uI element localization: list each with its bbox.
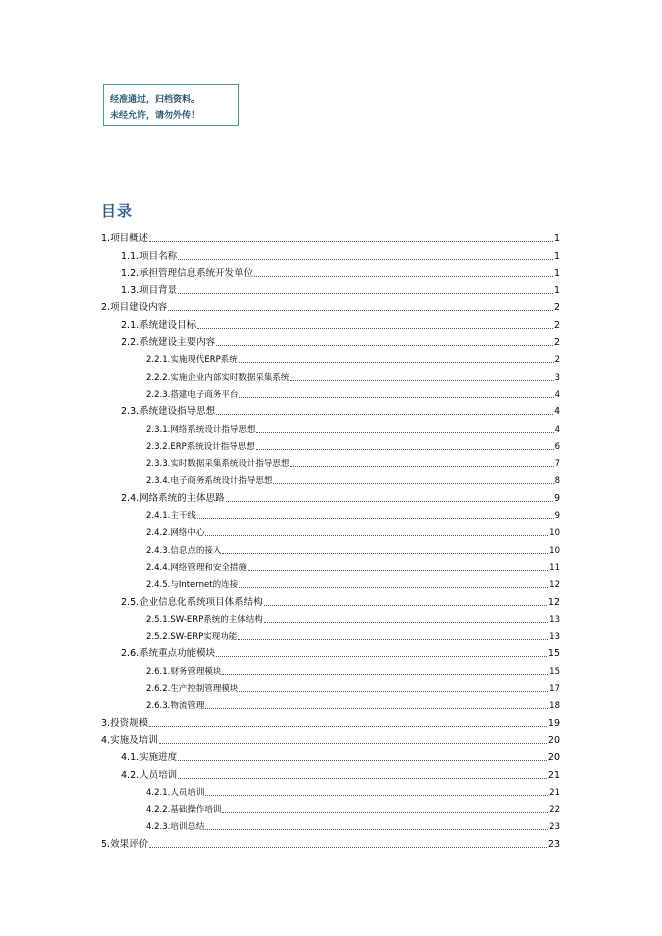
toc-entry[interactable] <box>101 833 560 850</box>
toc-leader-dots <box>226 500 553 502</box>
toc-entry-label: 2.3.1.网络系统设计指导思想 <box>146 424 256 435</box>
toc-entry-page: 17 <box>549 684 560 695</box>
toc-entry[interactable] <box>101 401 560 418</box>
toc-entry[interactable] <box>101 505 560 522</box>
toc-entry-label: 2.5.2.SW-ERP实现功能 <box>146 632 238 643</box>
toc-leader-dots <box>178 292 553 294</box>
toc-entry-page: 21 <box>549 787 560 798</box>
toc-entry[interactable] <box>101 522 560 539</box>
toc-leader-dots <box>205 534 548 536</box>
toc-entry[interactable] <box>101 332 560 349</box>
toc-leader-dots <box>216 413 553 415</box>
toc-entry-label: 4.2.人员培训 <box>121 769 178 781</box>
toc-entry-label: 2.3.3.实时数据采集系统设计指导思想 <box>146 459 290 470</box>
toc-entry-page: 20 <box>547 734 560 746</box>
toc-leader-dots <box>248 569 548 571</box>
toc-entry-page: 9 <box>553 492 560 504</box>
toc-entry[interactable] <box>101 297 560 314</box>
toc-entry-page: 19 <box>547 717 560 729</box>
toc-entry-page: 12 <box>547 596 560 608</box>
toc-leader-dots <box>222 552 548 554</box>
toc-entry-page: 21 <box>547 769 560 781</box>
toc-entry[interactable] <box>101 695 560 712</box>
toc-entry-label: 4.实施及培训 <box>101 734 158 746</box>
toc-entry[interactable] <box>101 660 560 677</box>
toc-leader-dots <box>178 759 547 761</box>
toc-entry-label: 2.2.3.搭建电子商务平台 <box>146 389 239 400</box>
toc-entry-label: 2.3.2.ERP系统设计指导思想 <box>146 441 255 452</box>
toc-leader-dots <box>256 448 554 450</box>
toc-entry-label: 2.2.1.实施现代ERP系统 <box>146 355 238 366</box>
toc-leader-dots <box>149 846 547 848</box>
toc-entry-label: 2.项目建设内容 <box>101 302 168 314</box>
toc-leader-dots <box>178 258 553 260</box>
toc-entry-label: 2.6.3.物流管理 <box>146 701 205 712</box>
toc-entry[interactable] <box>101 557 560 574</box>
toc-entry-page: 23 <box>549 822 560 833</box>
toc-entry[interactable] <box>101 228 560 245</box>
toc-leader-dots <box>239 690 548 692</box>
toc-leader-dots <box>197 517 554 519</box>
toc-entry-page: 12 <box>549 580 560 591</box>
toc-entry-label: 2.3.4.电子商务系统设计指导思想 <box>146 476 273 487</box>
toc-entry-label: 4.1.实施进度 <box>121 752 178 764</box>
toc-leader-dots <box>222 811 548 813</box>
toc-entry-label: 2.4.4.网络管理和安全措施 <box>146 562 247 573</box>
toc-entry[interactable] <box>101 626 560 643</box>
toc-entry-label: 4.2.1.人员培训 <box>146 787 205 798</box>
toc-entry[interactable] <box>101 591 560 608</box>
toc-entry-page: 13 <box>549 614 560 625</box>
toc-entry-label: 5.效果评价 <box>101 838 149 850</box>
toc-entry-label: 1.1.项目名称 <box>121 250 178 262</box>
toc-entry-page: 1 <box>553 250 560 262</box>
toc-entry-label: 2.6.系统重点功能模块 <box>121 648 216 660</box>
toc-leader-dots <box>149 240 553 242</box>
toc-entry[interactable] <box>101 245 560 262</box>
toc-entry[interactable] <box>101 539 560 556</box>
toc-entry-label: 4.2.3.培训总结 <box>146 822 205 833</box>
toc-leader-dots <box>205 707 548 709</box>
table-of-contents <box>101 228 560 851</box>
toc-entry[interactable] <box>101 730 560 747</box>
toc-entry-page: 10 <box>549 545 560 556</box>
toc-entry-page: 11 <box>549 562 560 573</box>
toc-entry[interactable] <box>101 678 560 695</box>
toc-leader-dots <box>290 465 553 467</box>
toc-leader-dots <box>273 482 553 484</box>
toc-entry-page: 23 <box>547 838 560 850</box>
toc-entry-page: 4 <box>554 389 560 400</box>
toc-entry[interactable] <box>101 314 560 331</box>
toc-entry-label: 2.4.1.主干线 <box>146 511 196 522</box>
toc-entry-page: 1 <box>553 267 560 279</box>
toc-leader-dots <box>205 794 548 796</box>
toc-entry-label: 2.5.企业信息化系统项目体系结构 <box>121 596 263 608</box>
toc-entry[interactable] <box>101 349 560 366</box>
toc-entry[interactable] <box>101 782 560 799</box>
toc-leader-dots <box>239 361 554 363</box>
toc-entry-page: 8 <box>554 476 560 487</box>
toc-entry-page: 22 <box>549 805 560 816</box>
toc-leader-dots <box>159 742 547 744</box>
toc-entry-label: 2.5.1.SW-ERP系统的主体结构 <box>146 614 263 625</box>
toc-entry[interactable] <box>101 263 560 280</box>
toc-leader-dots <box>238 638 548 640</box>
toc-leader-dots <box>205 828 548 830</box>
toc-leader-dots <box>264 621 548 623</box>
toc-leader-dots <box>178 777 547 779</box>
toc-entry-page: 18 <box>549 701 560 712</box>
toc-entry-page: 2 <box>553 319 560 331</box>
toc-entry[interactable] <box>101 436 560 453</box>
toc-entry-page: 13 <box>549 632 560 643</box>
notice-line-1: 经准通过，归档资料。 <box>110 95 201 105</box>
toc-entry-label: 1.3.项目背景 <box>121 285 178 297</box>
toc-entry-page: 4 <box>553 406 560 418</box>
toc-leader-dots <box>197 327 553 329</box>
toc-entry-page: 1 <box>553 233 560 245</box>
toc-entry-label: 2.4.网络系统的主体思路 <box>121 492 225 504</box>
toc-entry-label: 1.项目概述 <box>101 233 149 245</box>
toc-entry[interactable] <box>101 453 560 470</box>
toc-entry-page: 4 <box>554 424 560 435</box>
toc-entry-label: 1.2.承担管理信息系统开发单位 <box>121 267 254 279</box>
toc-title: 目录 <box>101 202 134 220</box>
toc-entry-page: 20 <box>547 752 560 764</box>
toc-entry[interactable] <box>101 712 560 729</box>
toc-entry[interactable] <box>101 418 560 435</box>
toc-entry-page: 2 <box>554 355 560 366</box>
toc-entry-page: 3 <box>554 372 560 383</box>
toc-entry-label: 2.3.系统建设指导思想 <box>121 406 216 418</box>
toc-leader-dots <box>216 655 547 657</box>
toc-entry-page: 1 <box>553 285 560 297</box>
toc-entry-page: 2 <box>553 337 560 349</box>
toc-leader-dots <box>239 586 548 588</box>
toc-entry-label: 2.4.5.与Internet的连接 <box>146 580 239 591</box>
toc-entry[interactable] <box>101 384 560 401</box>
toc-entry-page: 9 <box>554 511 560 522</box>
toc-leader-dots <box>256 431 553 433</box>
toc-entry-label: 2.1.系统建设目标 <box>121 319 197 331</box>
toc-entry[interactable] <box>101 366 560 383</box>
toc-entry[interactable] <box>101 643 560 660</box>
toc-entry[interactable] <box>101 574 560 591</box>
toc-entry[interactable] <box>101 799 560 816</box>
toc-entry-label: 3.投资规模 <box>101 717 149 729</box>
toc-entry-label: 2.4.2.网络中心 <box>146 528 205 539</box>
toc-entry[interactable] <box>101 816 560 833</box>
toc-leader-dots <box>290 379 553 381</box>
toc-entry-label: 2.6.2.生产控制管理模块 <box>146 684 239 695</box>
toc-leader-dots <box>149 725 547 727</box>
toc-entry-label: 2.4.3.信息点的接入 <box>146 545 222 556</box>
toc-entry-label: 2.2.2.实施企业内部实时数据采集系统 <box>146 372 290 383</box>
toc-entry-label: 4.2.2.基础操作培训 <box>146 805 222 816</box>
toc-entry-label: 2.2.系统建设主要内容 <box>121 337 216 349</box>
toc-entry-page: 2 <box>553 302 560 314</box>
toc-leader-dots <box>216 344 553 346</box>
toc-leader-dots <box>239 396 553 398</box>
toc-entry-page: 15 <box>547 648 560 660</box>
toc-entry-page: 15 <box>549 666 560 677</box>
toc-entry-page: 6 <box>554 441 560 452</box>
toc-entry-label: 2.6.1.财务管理模块 <box>146 666 222 677</box>
toc-leader-dots <box>168 309 553 311</box>
toc-entry[interactable] <box>101 470 560 487</box>
toc-entry[interactable] <box>101 280 560 297</box>
toc-leader-dots <box>222 673 548 675</box>
toc-entry[interactable] <box>101 764 560 781</box>
toc-entry[interactable] <box>101 747 560 764</box>
notice-line-2: 未经允许，请勿外传！ <box>110 111 201 121</box>
toc-leader-dots <box>254 275 553 277</box>
toc-entry[interactable] <box>101 487 560 504</box>
toc-entry[interactable] <box>101 609 560 626</box>
toc-entry-page: 10 <box>549 528 560 539</box>
toc-leader-dots <box>264 604 547 606</box>
notice-box <box>103 84 239 126</box>
toc-entry-page: 7 <box>554 459 560 470</box>
